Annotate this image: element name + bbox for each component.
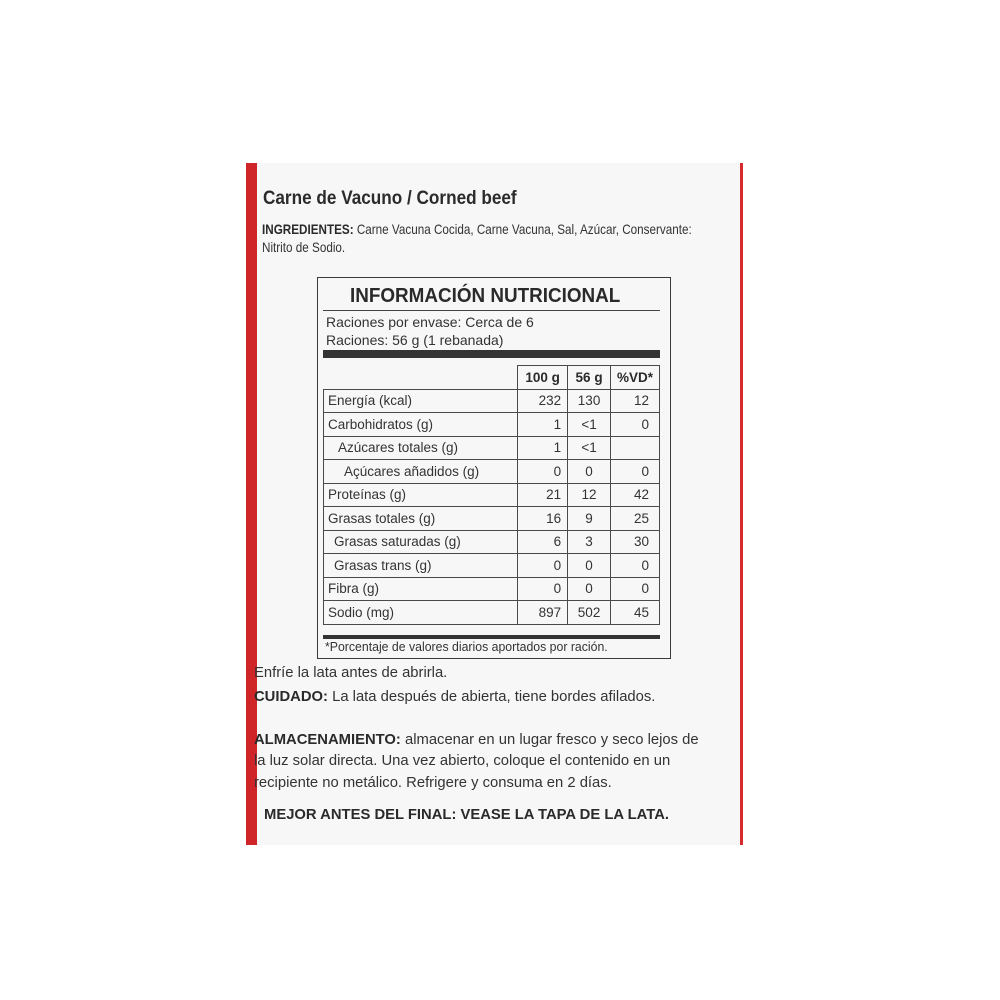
value-56g: 9 (568, 507, 611, 531)
value-56g: <1 (568, 436, 611, 460)
table-row (324, 554, 660, 578)
nutrition-table (323, 365, 660, 625)
nutrient-name: Carbohidratos (g) (324, 413, 518, 437)
nutrition-thick-bar (323, 350, 660, 358)
value-vd: 42 (611, 483, 660, 507)
value-100g: 6 (518, 530, 568, 554)
nutrient-name: Energía (kcal) (324, 389, 518, 413)
nutrition-header-row (324, 366, 660, 390)
nutrition-title: INFORMACIÓN NUTRICIONAL (350, 284, 621, 307)
product-label (246, 163, 743, 845)
nutrient-name: Proteínas (g) (324, 483, 518, 507)
table-row (324, 483, 660, 507)
storage-line-3: recipiente no metálico. Refrigere y consuma en 2 días. (254, 775, 612, 791)
ingredients-text (262, 221, 722, 257)
value-100g: 21 (518, 483, 568, 507)
best-before-text: MEJOR ANTES DEL FINAL: VEASE LA TAPA DE LA LATA. (264, 807, 669, 823)
value-100g: 16 (518, 507, 568, 531)
value-100g: 0 (518, 460, 568, 484)
nutrient-name: Grasas totales (g) (324, 507, 518, 531)
nutrition-divider (323, 310, 660, 311)
storage-line-1 (254, 730, 699, 751)
nutrient-name: Grasas saturadas (g) (324, 530, 518, 554)
value-56g: 0 (568, 577, 611, 601)
value-56g: 0 (568, 554, 611, 578)
column-header-56g: 56 g (568, 366, 611, 390)
caution-body: La lata después de abierta, tiene bordes afilados. (327, 689, 656, 705)
ingredients-label: INGREDIENTES: (262, 222, 354, 237)
value-vd: 45 (611, 601, 660, 625)
value-vd: 25 (611, 507, 660, 531)
value-100g: 1 (518, 413, 568, 437)
header-blank-cell (324, 366, 518, 390)
storage-label: ALMACENAMIENTO: (254, 732, 401, 748)
ingredients-list: Carne Vacuna Cocida, Carne Vacuna, Sal, Azúcar, Conservante: Nitrito de Sodio. (262, 222, 692, 255)
table-row (324, 389, 660, 413)
table-row (324, 460, 660, 484)
nutrition-facts-panel (317, 277, 671, 659)
value-vd: 30 (611, 530, 660, 554)
caution-label: CUIDADO: (254, 689, 328, 705)
value-vd: 0 (611, 577, 660, 601)
value-100g: 0 (518, 554, 568, 578)
value-100g: 0 (518, 577, 568, 601)
value-vd: 0 (611, 460, 660, 484)
value-vd: 12 (611, 389, 660, 413)
product-title: Carne de Vacuno / Corned beef (263, 187, 517, 209)
table-row (324, 577, 660, 601)
nutrition-footnote: *Porcentaje de valores diarios aportados por ración. (325, 639, 608, 654)
value-100g: 1 (518, 436, 568, 460)
value-56g: 3 (568, 530, 611, 554)
nutrient-name: Sodio (mg) (324, 601, 518, 625)
nutrient-name: Fibra (g) (324, 577, 518, 601)
table-row (324, 530, 660, 554)
value-vd: 0 (611, 413, 660, 437)
nutrient-name: Açúcares añadidos (g) (324, 460, 518, 484)
value-56g: 12 (568, 483, 611, 507)
table-row (324, 507, 660, 531)
value-56g: <1 (568, 413, 611, 437)
value-56g: 130 (568, 389, 611, 413)
value-100g: 897 (518, 601, 568, 625)
column-header-vd: %VD* (611, 366, 660, 390)
serving-size: Raciones: 56 g (1 rebanada) (326, 332, 504, 348)
caution-text (254, 687, 655, 708)
chill-instruction: Enfríe la lata antes de abrirla. (254, 665, 448, 681)
table-row (324, 436, 660, 460)
value-vd (611, 436, 660, 460)
table-row (324, 413, 660, 437)
servings-per-container: Raciones por envase: Cerca de 6 (326, 314, 534, 330)
nutrient-name: Grasas trans (g) (324, 554, 518, 578)
value-vd: 0 (611, 554, 660, 578)
nutrient-name: Azúcares totales (g) (324, 436, 518, 460)
red-edge-right (740, 163, 743, 845)
value-56g: 502 (568, 601, 611, 625)
table-row (324, 601, 660, 625)
value-56g: 0 (568, 460, 611, 484)
storage-text-1: almacenar en un lugar fresco y seco lejos de (400, 732, 699, 748)
storage-line-2: la luz solar directa. Una vez abierto, coloque el contenido en un (254, 753, 671, 769)
value-100g: 232 (518, 389, 568, 413)
column-header-100g: 100 g (518, 366, 568, 390)
